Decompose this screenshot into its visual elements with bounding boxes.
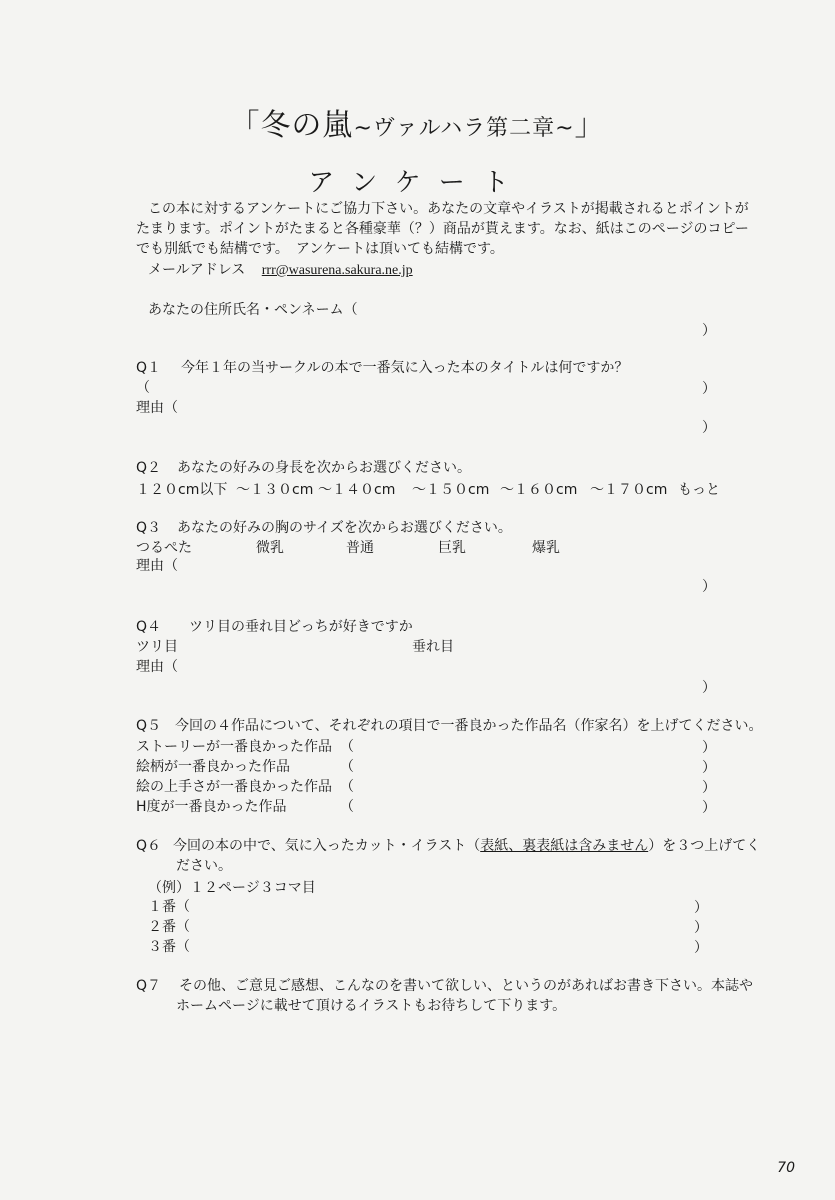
q5-item-close: ） [702, 760, 716, 776]
q1-question: Q１ 今年１年の当サークルの本で一番気に入った本のタイトルは何ですか？ [136, 360, 629, 376]
page-subtitle: アンケート [308, 168, 527, 198]
q5-item-close: ） [702, 800, 716, 816]
q3-option: 巨乳 [438, 540, 466, 556]
q1-reason-label: 理由（ [136, 400, 178, 416]
q5-item-close: ） [702, 740, 716, 756]
q2-option: ～１７０cm [590, 482, 668, 498]
q6-item-label: ２番（ [148, 919, 190, 935]
q5-item-open: （ [340, 779, 354, 795]
q6-item-label: １番（ [148, 899, 190, 915]
address-close-paren: ） [702, 323, 716, 339]
q2-option: ～１５０cm [412, 482, 490, 498]
q3-option: つるぺた [136, 540, 192, 556]
q5-item-label: ストーリーが一番良かった作品 [136, 739, 332, 755]
q2-question: Q２ あなたの好みの身長を次からお選びください。 [136, 460, 472, 476]
q5-item-open: （ [340, 799, 354, 815]
q4-question: Q４ ツリ目の垂れ目どっちが好きですか [136, 619, 413, 635]
q1-answer-close: ） [702, 381, 716, 397]
q1-answer-open: （ [136, 380, 150, 396]
q2-option: ～１３０cm [236, 482, 314, 498]
q5-item-label: 絵柄が一番良かった作品 [136, 759, 290, 775]
intro-line-1: この本に対するアンケートにご協力下さい。あなたの文章やイラストが掲載されるとポイントが [148, 201, 749, 217]
q6-item-close: ） [694, 940, 708, 956]
q2-option: １２０cm以下 [136, 482, 228, 498]
q6-question: Q６ 今回の本の中で、気に入ったカット・イラスト（表紙、裏表紙は含みません）を３つ上げてく [136, 838, 761, 854]
page-number: 70 [777, 1160, 795, 1176]
q7-question-cont: ホームページに載せて頂けるイラストもお待ちして下ります。 [176, 998, 567, 1014]
email-link[interactable]: rrr@wasurena.sakura.ne.jp [261, 263, 413, 278]
intro-line-2: たまります。ポイントがたまると各種豪華（？）商品が貰えます。なお、紙はこのページのコピー [136, 221, 749, 237]
q3-question: Q３ あなたの好みの胸のサイズを次からお選びください。 [136, 520, 512, 536]
q3-option: 普通 [346, 540, 374, 556]
q1-reason-close: ） [702, 420, 716, 436]
q4-reason-label: 理由（ [136, 659, 178, 675]
q5-question: Q５ 今回の４作品について、それぞれの項目で一番良かった作品名（作家名）を上げてください。 [136, 718, 763, 734]
q4-reason-close: ） [702, 680, 716, 696]
q6-question-cont: ださい。 [176, 858, 232, 874]
q5-item-open: （ [340, 739, 354, 755]
page-title: 「冬の嵐~ヴァルハラ第二章~」 [229, 108, 606, 143]
q5-item-label: H度が一番良かった作品 [136, 799, 287, 815]
q3-reason-close: ） [702, 579, 716, 595]
q6-item-label: ３番（ [148, 939, 190, 955]
q7-question: Q７ その他、ご意見ご感想、こんなのを書いて欲しい、というのがあればお書き下さい。本誌や [136, 978, 754, 994]
q2-option: ～１４０cm [318, 482, 396, 498]
q3-reason-label: 理由（ [136, 558, 178, 574]
q6-item-close: ） [694, 920, 708, 936]
intro-line-3: でも別紙でも結構です。 アンケートは頂いても結構です。 [136, 241, 504, 257]
q5-item-open: （ [340, 759, 354, 775]
q4-option: ツリ目 [136, 639, 178, 655]
email-line [148, 260, 413, 281]
email-label: メールアドレス [148, 262, 246, 278]
q5-item-close: ） [702, 780, 716, 796]
q2-option: ～１６０cm [500, 482, 578, 498]
q5-item-label: 絵の上手さが一番良かった作品 [136, 779, 332, 795]
q6-example: （例）１２ページ３コマ目 [148, 880, 316, 896]
q3-option: 爆乳 [532, 540, 560, 556]
q6-item-close: ） [694, 900, 708, 916]
q4-option: 垂れ目 [412, 639, 454, 655]
q3-option: 微乳 [256, 540, 284, 556]
q2-option: もっと [678, 482, 720, 498]
address-label: あなたの住所氏名・ペンネーム（ [148, 302, 358, 318]
